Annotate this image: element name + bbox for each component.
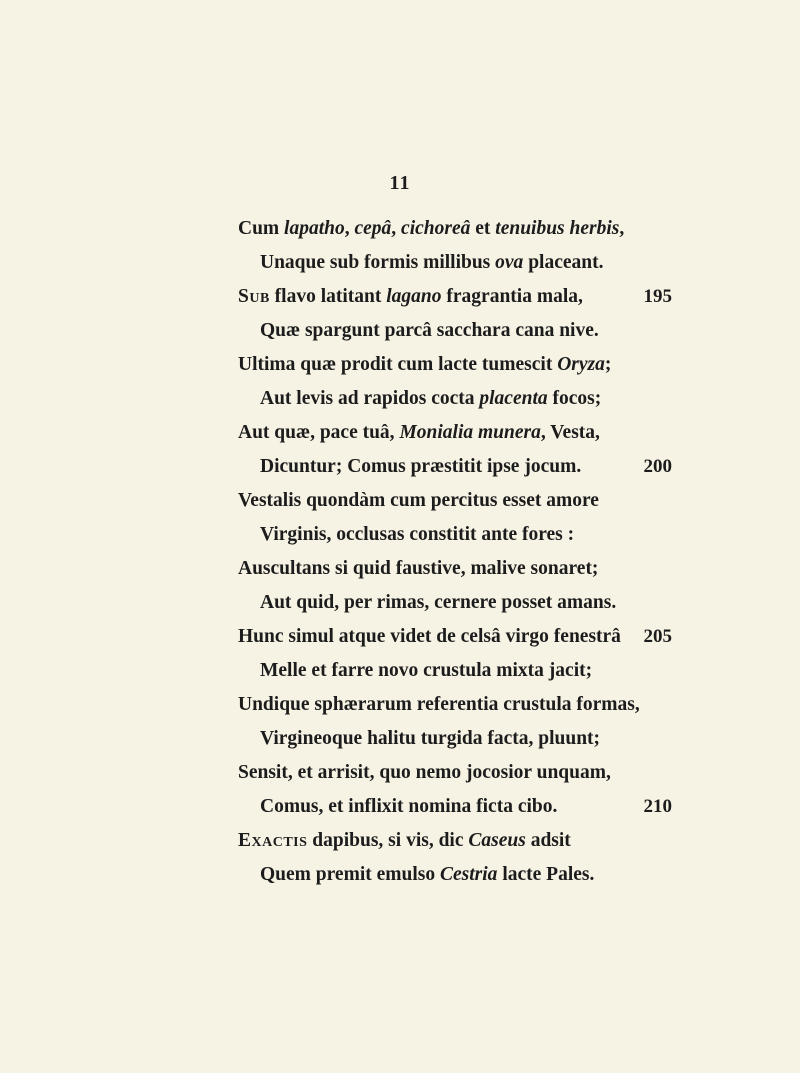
poem-line-text	[238, 416, 600, 450]
line-number: 200	[643, 456, 672, 477]
text-segment: adsit	[525, 830, 571, 851]
poem-line-text	[238, 484, 599, 518]
text-segment: placeant.	[523, 252, 604, 273]
poem-line	[0, 382, 800, 416]
italic-word: cepâ	[354, 218, 392, 239]
text-segment: Aut quæ, pace tuâ,	[238, 422, 400, 443]
poem-line-text	[260, 722, 600, 756]
text-segment: Dicuntur; Comus præstitit ipse jocum.	[260, 456, 582, 477]
italic-word: Oryza	[557, 354, 605, 375]
poem-line-text	[260, 518, 574, 552]
poem-line	[0, 212, 800, 246]
poem-line	[0, 620, 800, 654]
text-segment: fragrantia mala,	[441, 286, 583, 307]
text-segment: Unaque sub formis millibus	[260, 252, 496, 273]
poem-line	[0, 824, 800, 858]
page-number: 11	[389, 172, 411, 194]
poem-line	[0, 722, 800, 756]
text-segment: flavo latitant	[269, 286, 387, 307]
poem-line-text	[260, 790, 557, 824]
text-segment: et	[470, 218, 496, 239]
line-number: 195	[643, 286, 672, 307]
italic-word: lagano	[386, 286, 442, 307]
text-segment: Ultima quæ prodit cum lacte tumescit	[238, 354, 558, 375]
poem-line-text	[260, 586, 616, 620]
text-segment: ,	[619, 218, 625, 239]
poem-line	[0, 450, 800, 484]
poem-line-text	[238, 620, 621, 654]
italic-word: Cestria	[440, 864, 498, 885]
poem-line-text	[238, 212, 624, 246]
poem-line	[0, 518, 800, 552]
text-segment: Cum	[238, 218, 285, 239]
poem-line-text	[238, 688, 640, 722]
poem-line-text	[260, 314, 599, 348]
poem-line-text	[238, 552, 598, 586]
poem-line	[0, 858, 800, 892]
poem-line	[0, 790, 800, 824]
small-caps-word: Exactis	[238, 830, 308, 851]
poem-line-text	[260, 654, 592, 688]
poem-line-text	[238, 756, 611, 790]
italic-word: tenuibus herbis	[495, 218, 620, 239]
poem-line-text	[260, 382, 601, 416]
text-segment: Aut levis ad rapidos cocta	[260, 388, 480, 409]
poem-line	[0, 314, 800, 348]
text-segment: Auscultans si quid faustive, malive sonaret;	[238, 558, 599, 579]
text-segment: Quem premit emulso	[260, 864, 440, 885]
poem-line	[0, 484, 800, 518]
poem-text	[0, 212, 800, 892]
poem-line	[0, 416, 800, 450]
text-segment: Undique sphærarum referentia crustula formas,	[238, 694, 640, 715]
text-segment: Melle et farre novo crustula mixta jacit;	[260, 660, 593, 681]
text-segment: Aut quid, per rimas, cernere posset amans.	[260, 592, 617, 613]
italic-word: Caseus	[468, 830, 526, 851]
poem-line	[0, 246, 800, 280]
poem-line-text	[260, 858, 594, 892]
poem-line-text	[238, 348, 611, 382]
poem-line-text	[260, 246, 603, 280]
poem-line-text	[238, 280, 583, 314]
text-segment: Hunc simul atque videt de celsâ virgo fenestrâ	[238, 626, 621, 647]
italic-word: cichoreâ	[401, 218, 471, 239]
poem-line	[0, 348, 800, 382]
text-segment: focos;	[547, 388, 602, 409]
poem-line	[0, 654, 800, 688]
small-caps-word: Sub	[238, 286, 270, 307]
italic-word: lapatho	[284, 218, 345, 239]
text-segment: , Vesta,	[540, 422, 600, 443]
text-segment: ;	[604, 354, 612, 375]
poem-line	[0, 688, 800, 722]
poem-line	[0, 586, 800, 620]
text-segment: dapibus, si vis, dic	[307, 830, 469, 851]
text-segment: Virgineoque halitu turgida facta, pluunt;	[260, 728, 601, 749]
text-segment: Sensit, et arrisit, quo nemo jocosior unquam,	[238, 762, 611, 783]
text-segment: ,	[391, 218, 402, 239]
text-segment: Comus, et inflixit nomina ficta cibo.	[260, 796, 558, 817]
poem-line-text	[260, 450, 581, 484]
text-segment: Virginis, occlusas constitit ante fores :	[260, 524, 575, 545]
text-segment: Quæ spargunt parcâ sacchara cana nive.	[260, 320, 599, 341]
poem-line-text	[238, 824, 571, 858]
italic-word: Monialia munera	[399, 422, 541, 443]
italic-word: placenta	[479, 388, 548, 409]
text-segment: Vestalis quondàm cum percitus esset amore	[238, 490, 599, 511]
text-segment: lacte Pales.	[497, 864, 595, 885]
poem-line	[0, 756, 800, 790]
italic-word: ova	[495, 252, 524, 273]
line-number: 210	[643, 796, 672, 817]
poem-line	[0, 280, 800, 314]
poem-line	[0, 552, 800, 586]
text-segment: ,	[344, 218, 355, 239]
line-number: 205	[643, 626, 672, 647]
